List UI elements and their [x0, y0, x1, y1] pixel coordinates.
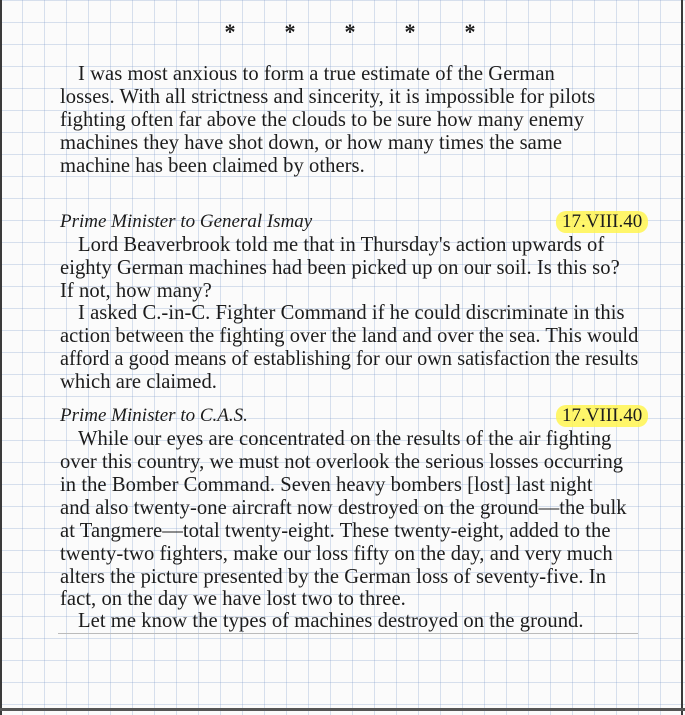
page-border-left [0, 0, 2, 715]
separator-star: * [404, 19, 416, 44]
text-line: action between the fighting over the land and over the sea. This would [60, 325, 639, 347]
text-line: at Tangmere—total twenty-eight. These twenty-eight, added to the [60, 520, 611, 542]
separator-star: * [284, 19, 296, 44]
text-line: over this country, we must not overlook the serious losses occurring [60, 451, 624, 473]
separator-star: * [224, 19, 236, 44]
text-line: fighting often far above the clouds to be sure how many enemy [60, 109, 585, 131]
text-line: in the Bomber Command. Seven heavy bombers [lost] last night [60, 474, 593, 496]
minute-heading: Prime Minister to C.A.S. [60, 405, 248, 426]
text-line: Lord Beaverbrook told me that in Thursday's action upwards of [78, 234, 605, 256]
page-border-bottom [0, 708, 685, 711]
text-line: losses. With all strictness and sincerity, it is impossible for pilots [60, 86, 596, 108]
separator-star: * [344, 19, 356, 44]
minute-date: 17.VIII.40 [556, 405, 648, 427]
text-line: fact, on the day we have lost two to three. [60, 588, 406, 610]
text-line: afford a good means of establishing for our own satisfaction the results [60, 348, 639, 370]
page-border-right [681, 0, 683, 715]
text-line: If not, how many? [60, 280, 212, 302]
text-line: machine has been claimed by others. [60, 155, 365, 177]
section-separator [220, 19, 480, 44]
bottom-rule [58, 633, 638, 634]
text-line: Let me know the types of machines destroyed on the ground. [78, 610, 584, 632]
text-line: twenty-two fighters, make our loss fifty on the day, and very much [60, 543, 613, 565]
text-line: I was most anxious to form a true estimate of the German [78, 63, 555, 85]
minute-date: 17.VIII.40 [556, 211, 648, 233]
text-line: While our eyes are concentrated on the results of the air fighting [78, 428, 612, 450]
text-line: machines they have shot down, or how many times the same [60, 132, 563, 154]
text-line: alters the picture presented by the German loss of seventy-five. In [60, 566, 607, 588]
minute-heading: Prime Minister to General Ismay [60, 211, 313, 232]
text-line: which are claimed. [60, 371, 217, 393]
text-line: eighty German machines had been picked up on our soil. Is this so? [60, 257, 620, 279]
text-line: and also twenty-one aircraft now destroyed on the ground—the bulk [60, 497, 627, 519]
text-line: I asked C.-in-C. Fighter Command if he could discriminate in this [78, 302, 625, 324]
separator-star: * [464, 19, 476, 44]
